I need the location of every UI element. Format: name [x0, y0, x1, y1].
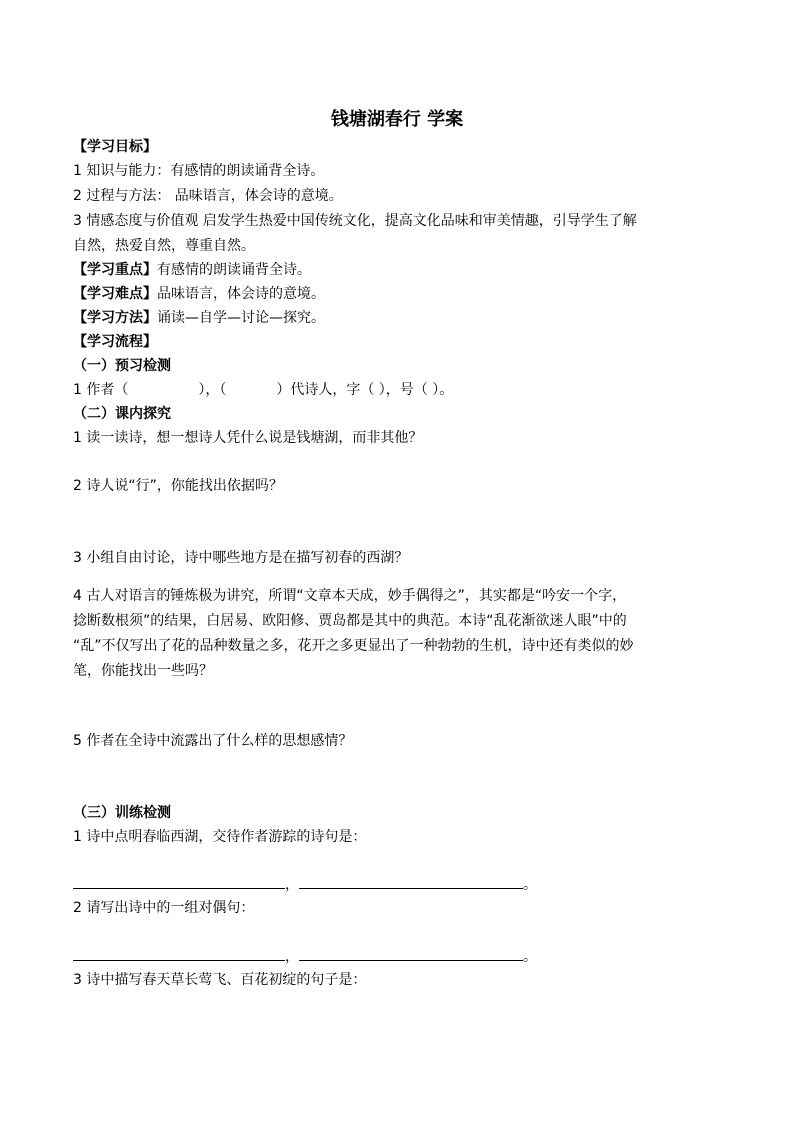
answer-blank-2a[interactable]: [73, 946, 285, 961]
practice-heading: （三）训练检测: [73, 805, 171, 821]
focus-text: 有感情的朗读诵背全诗。: [157, 262, 311, 278]
period-1: 。: [523, 877, 537, 893]
preview-q1-part-a: 1 作者（: [73, 382, 129, 398]
focus-row: [73, 260, 311, 280]
goal-1: 1 知识与能力：有感情的朗读诵背全诗。: [73, 163, 325, 179]
focus-label: 【学习重点】: [73, 262, 157, 278]
preview-heading: （一）预习检测: [73, 358, 171, 374]
difficulty-text: 品味语言，体会诗的意境。: [157, 286, 325, 302]
goal-3-line-2: 自然，热爱自然，尊重自然。: [73, 238, 255, 254]
explore-heading: （二）课内探究: [73, 406, 171, 422]
practice-q2-answer-row: [73, 946, 537, 967]
answer-blank-2b[interactable]: [299, 946, 523, 961]
explore-q4-line-4: 笔，你能找出一些吗？: [73, 663, 213, 679]
difficulty-row: [73, 284, 325, 304]
answer-blank-1a[interactable]: [73, 874, 285, 889]
practice-q1-answer-row: [73, 874, 537, 895]
goals-heading: 【学习目标】: [73, 139, 157, 155]
page-title: 钱塘湖春行 学案: [330, 109, 464, 130]
period-2: 。: [523, 949, 537, 965]
explore-q3: 3 小组自由讨论，诗中哪些地方是在描写初春的西湖？: [73, 550, 409, 566]
goal-2: 2 过程与方法： 品味语言，体会诗的意境。: [73, 188, 343, 204]
preview-q1-part-b: ），（: [198, 382, 227, 398]
method-row: [73, 308, 325, 328]
explore-q4-line-2: 捻断数根须”的结果，白居易、欧阳修、贾岛都是其中的典范。本诗“乱花渐欲迷人眼”中的: [73, 613, 627, 629]
explore-q1: 1 读一读诗，想一想诗人凭什么说是钱塘湖，而非其他？: [73, 430, 423, 446]
difficulty-label: 【学习难点】: [73, 286, 157, 302]
practice-q2: 2 请写出诗中的一组对偶句：: [73, 900, 255, 916]
comma-1: ，: [285, 877, 299, 893]
answer-blank-1b[interactable]: [299, 874, 523, 889]
method-label: 【学习方法】: [73, 310, 157, 326]
method-text: 诵读—自学—讨论—探究。: [157, 310, 325, 326]
explore-q4-line-1: 4 古人对语言的锤炼极为讲究，所谓“文章本天成，妙手偶得之”，其实都是“吟安一个字，: [73, 588, 627, 604]
process-heading: 【学习流程】: [73, 334, 157, 350]
explore-q2: 2 诗人说“行”，你能找出依据吗？: [73, 478, 283, 494]
practice-q3: 3 诗中描写春天草长莺飞、百花初绽的句子是：: [73, 972, 367, 988]
preview-q1: [73, 380, 453, 400]
explore-q4-line-3: “乱”不仅写出了花的品种数量之多，花开之多更显出了一种勃勃的生机，诗中还有类似的妙: [73, 638, 634, 654]
practice-q1: 1 诗中点明春临西湖，交待作者游踪的诗句是：: [73, 829, 367, 845]
preview-q1-part-c: ）代诗人，字（ ），号（ ）。: [276, 382, 454, 398]
goal-3-line-1: 3 情感态度与价值观 启发学生热爱中国传统文化，提高文化品味和审美情趣，引导学生了解: [73, 213, 637, 229]
comma-2: ，: [285, 949, 299, 965]
explore-q5: 5 作者在全诗中流露出了什么样的思想感情？: [73, 733, 353, 749]
